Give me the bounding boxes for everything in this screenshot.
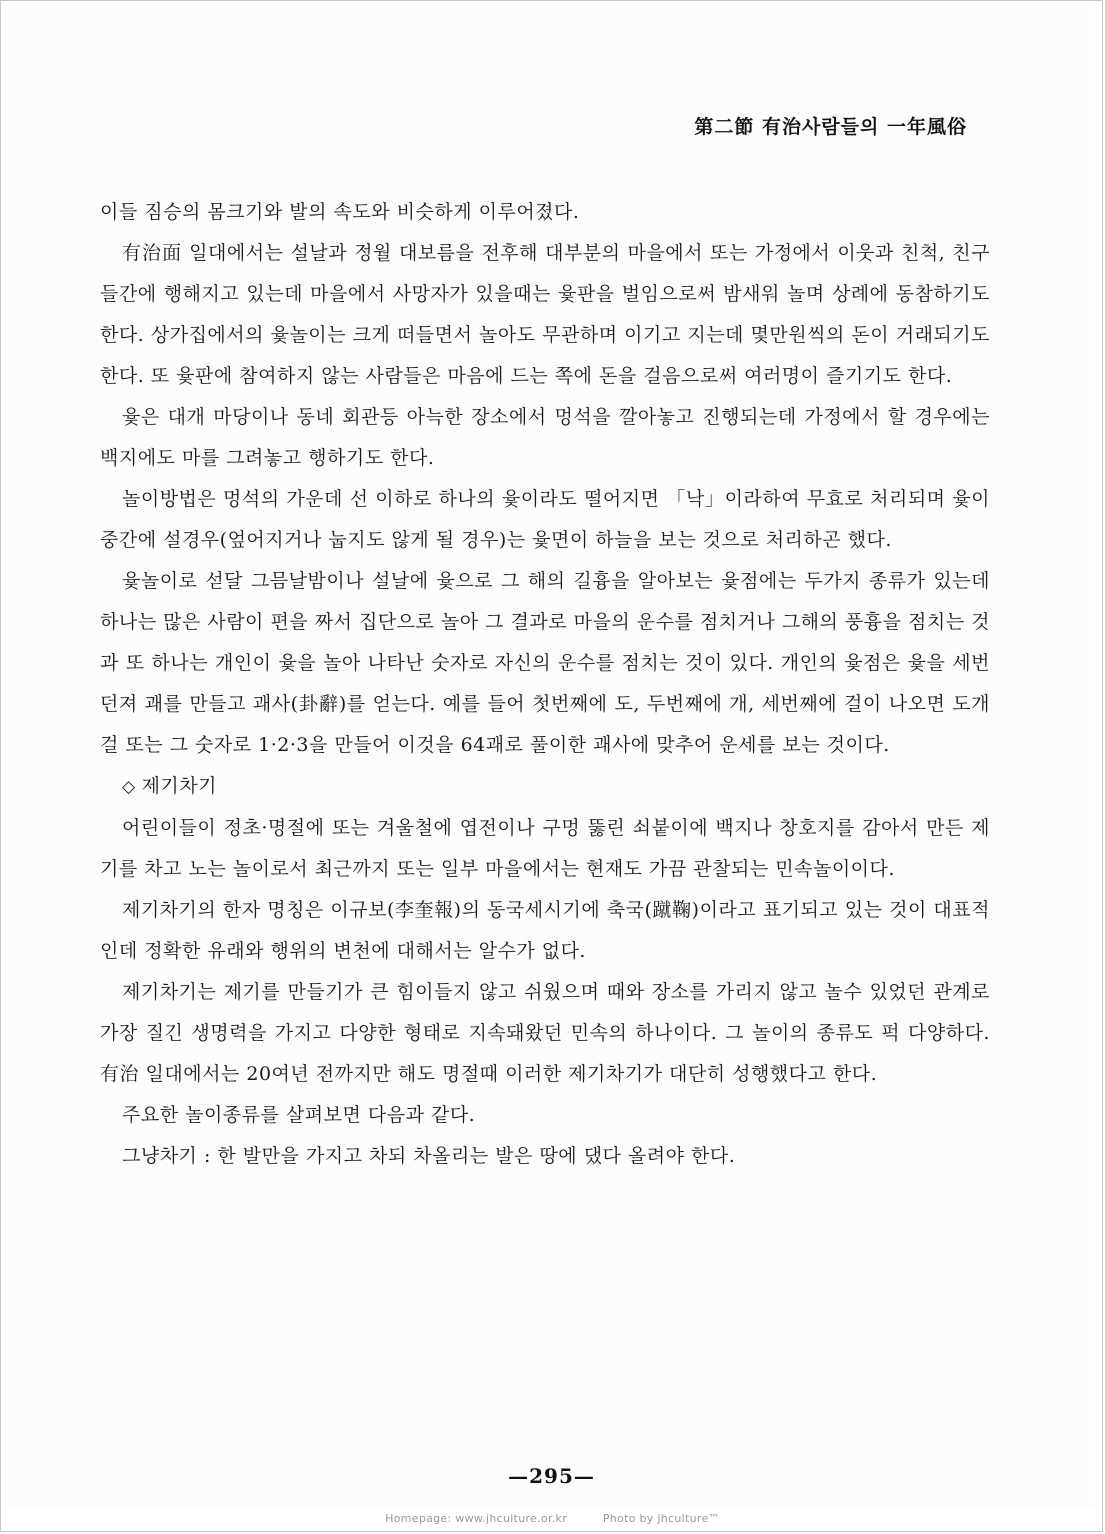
paragraph: 제기차기는 제기를 만들기가 큰 힘이들지 않고 쉬웠으며 때와 장소를 가리지 않고 놀수 있었던 관계로 가장 질긴 생명력을 가지고 다양한 형태로 지속돼왔던 민속의 하나이다. 그 놀이의 종류도 퍽 다양하다. 有治 일대에서는 20여년 전까지만 해도 명절때 이러한 제기차기가 대단히 성행했다고 한다.	[100, 981, 990, 1085]
book-page	[8, 8, 1095, 1508]
paragraph: 어린이들이 정초·명절에 또는 겨울철에 엽전이나 구멍 뚫린 쇠붙이에 백지나 창호지를 감아서 만든 제기를 차고 노는 놀이로서 최근까지 또는 일부 마을에서는 현재도 가끔 관찰되는 민속놀이이다.	[100, 817, 990, 880]
footer-credit	[0, 1512, 1105, 1525]
paragraph: 이들 짐승의 몸크기와 발의 속도와 비슷하게 이루어졌다.	[100, 201, 580, 223]
paragraph: 그냥차기 : 한 발만을 가지고 차되 차올리는 발은 땅에 댔다 올려야 한다.	[122, 1145, 736, 1167]
paragraph: 제기차기의 한자 명칭은 이규보(李奎報)의 동국세시기에 축국(蹴鞠)이라고 표기되고 있는 것이 대표적인데 정확한 유래와 행위의 변천에 대해서는 알수가 없다.	[100, 899, 990, 962]
homepage-credit: Homepage: www.jhculture.or.kr	[385, 1512, 568, 1525]
diamond-icon: ◇	[122, 777, 136, 797]
running-head: 第二節 有治사람들의 一年風俗	[694, 116, 967, 138]
paragraph: 윷놀이로 섣달 그믐날밤이나 설날에 윷으로 그 해의 길흉을 알아보는 윷점에는 두가지 종류가 있는데 하나는 많은 사람이 편을 짜서 집단으로 놀아 그 결과로 마을의 운수를 점치거나 그해의 풍흉을 점치는 것과 또 하나는 개인이 윷을 놀아 나타난 숫자로 자신의 운수를 점치는 것이 있다. 개인의 윷점은 윷을 세번 던져 괘를 만들고 괘사(卦辭)를 얻는다. 예를 들어 첫번째에 도, 두번째에 개, 세번째에 걸이 나오면 도개걸 또는 그 숫자로 1·2·3을 만들어 이것을 64괘로 풀이한 괘사에 맞추어 운세를 보는 것이다.	[100, 570, 990, 756]
section-heading	[100, 766, 990, 808]
paragraph: 놀이방법은 멍석의 가운데 선 이하로 하나의 윷이라도 떨어지면 「낙」이라하여 무효로 처리되며 윷이 중간에 설경우(엎어지거나 눕지도 않게 될 경우)는 윷면이 하늘을 보는 것으로 처리하곤 했다.	[100, 488, 990, 551]
paragraph: 有治面 일대에서는 설날과 정월 대보름을 전후해 대부분의 마을에서 또는 가정에서 이웃과 친척, 친구들간에 행해지고 있는데 마을에서 사망자가 있을때는 윷판을 벌임으로써 밤새워 놀며 상례에 동참하기도 한다. 상가집에서의 윷놀이는 크게 떠들면서 놀아도 무관하며 이기고 지는데 몇만원씩의 돈이 거래되기도 한다. 또 윷판에 참여하지 않는 사람들은 마음에 드는 쪽에 돈을 걸음으로써 여러명이 즐기기도 한다.	[100, 242, 990, 387]
page-number: —295—	[508, 1464, 595, 1488]
paragraph: 윷은 대개 마당이나 동네 회관등 아늑한 장소에서 멍석을 깔아놓고 진행되는데 가정에서 할 경우에는 백지에도 마를 그려놓고 행하기도 한다.	[100, 406, 990, 469]
photo-credit: Photo by jhculture™	[602, 1512, 720, 1525]
body-text	[100, 192, 990, 1177]
section-heading-text: 제기차기	[141, 775, 217, 797]
paragraph: 주요한 놀이종류를 살펴보면 다음과 같다.	[122, 1104, 476, 1126]
